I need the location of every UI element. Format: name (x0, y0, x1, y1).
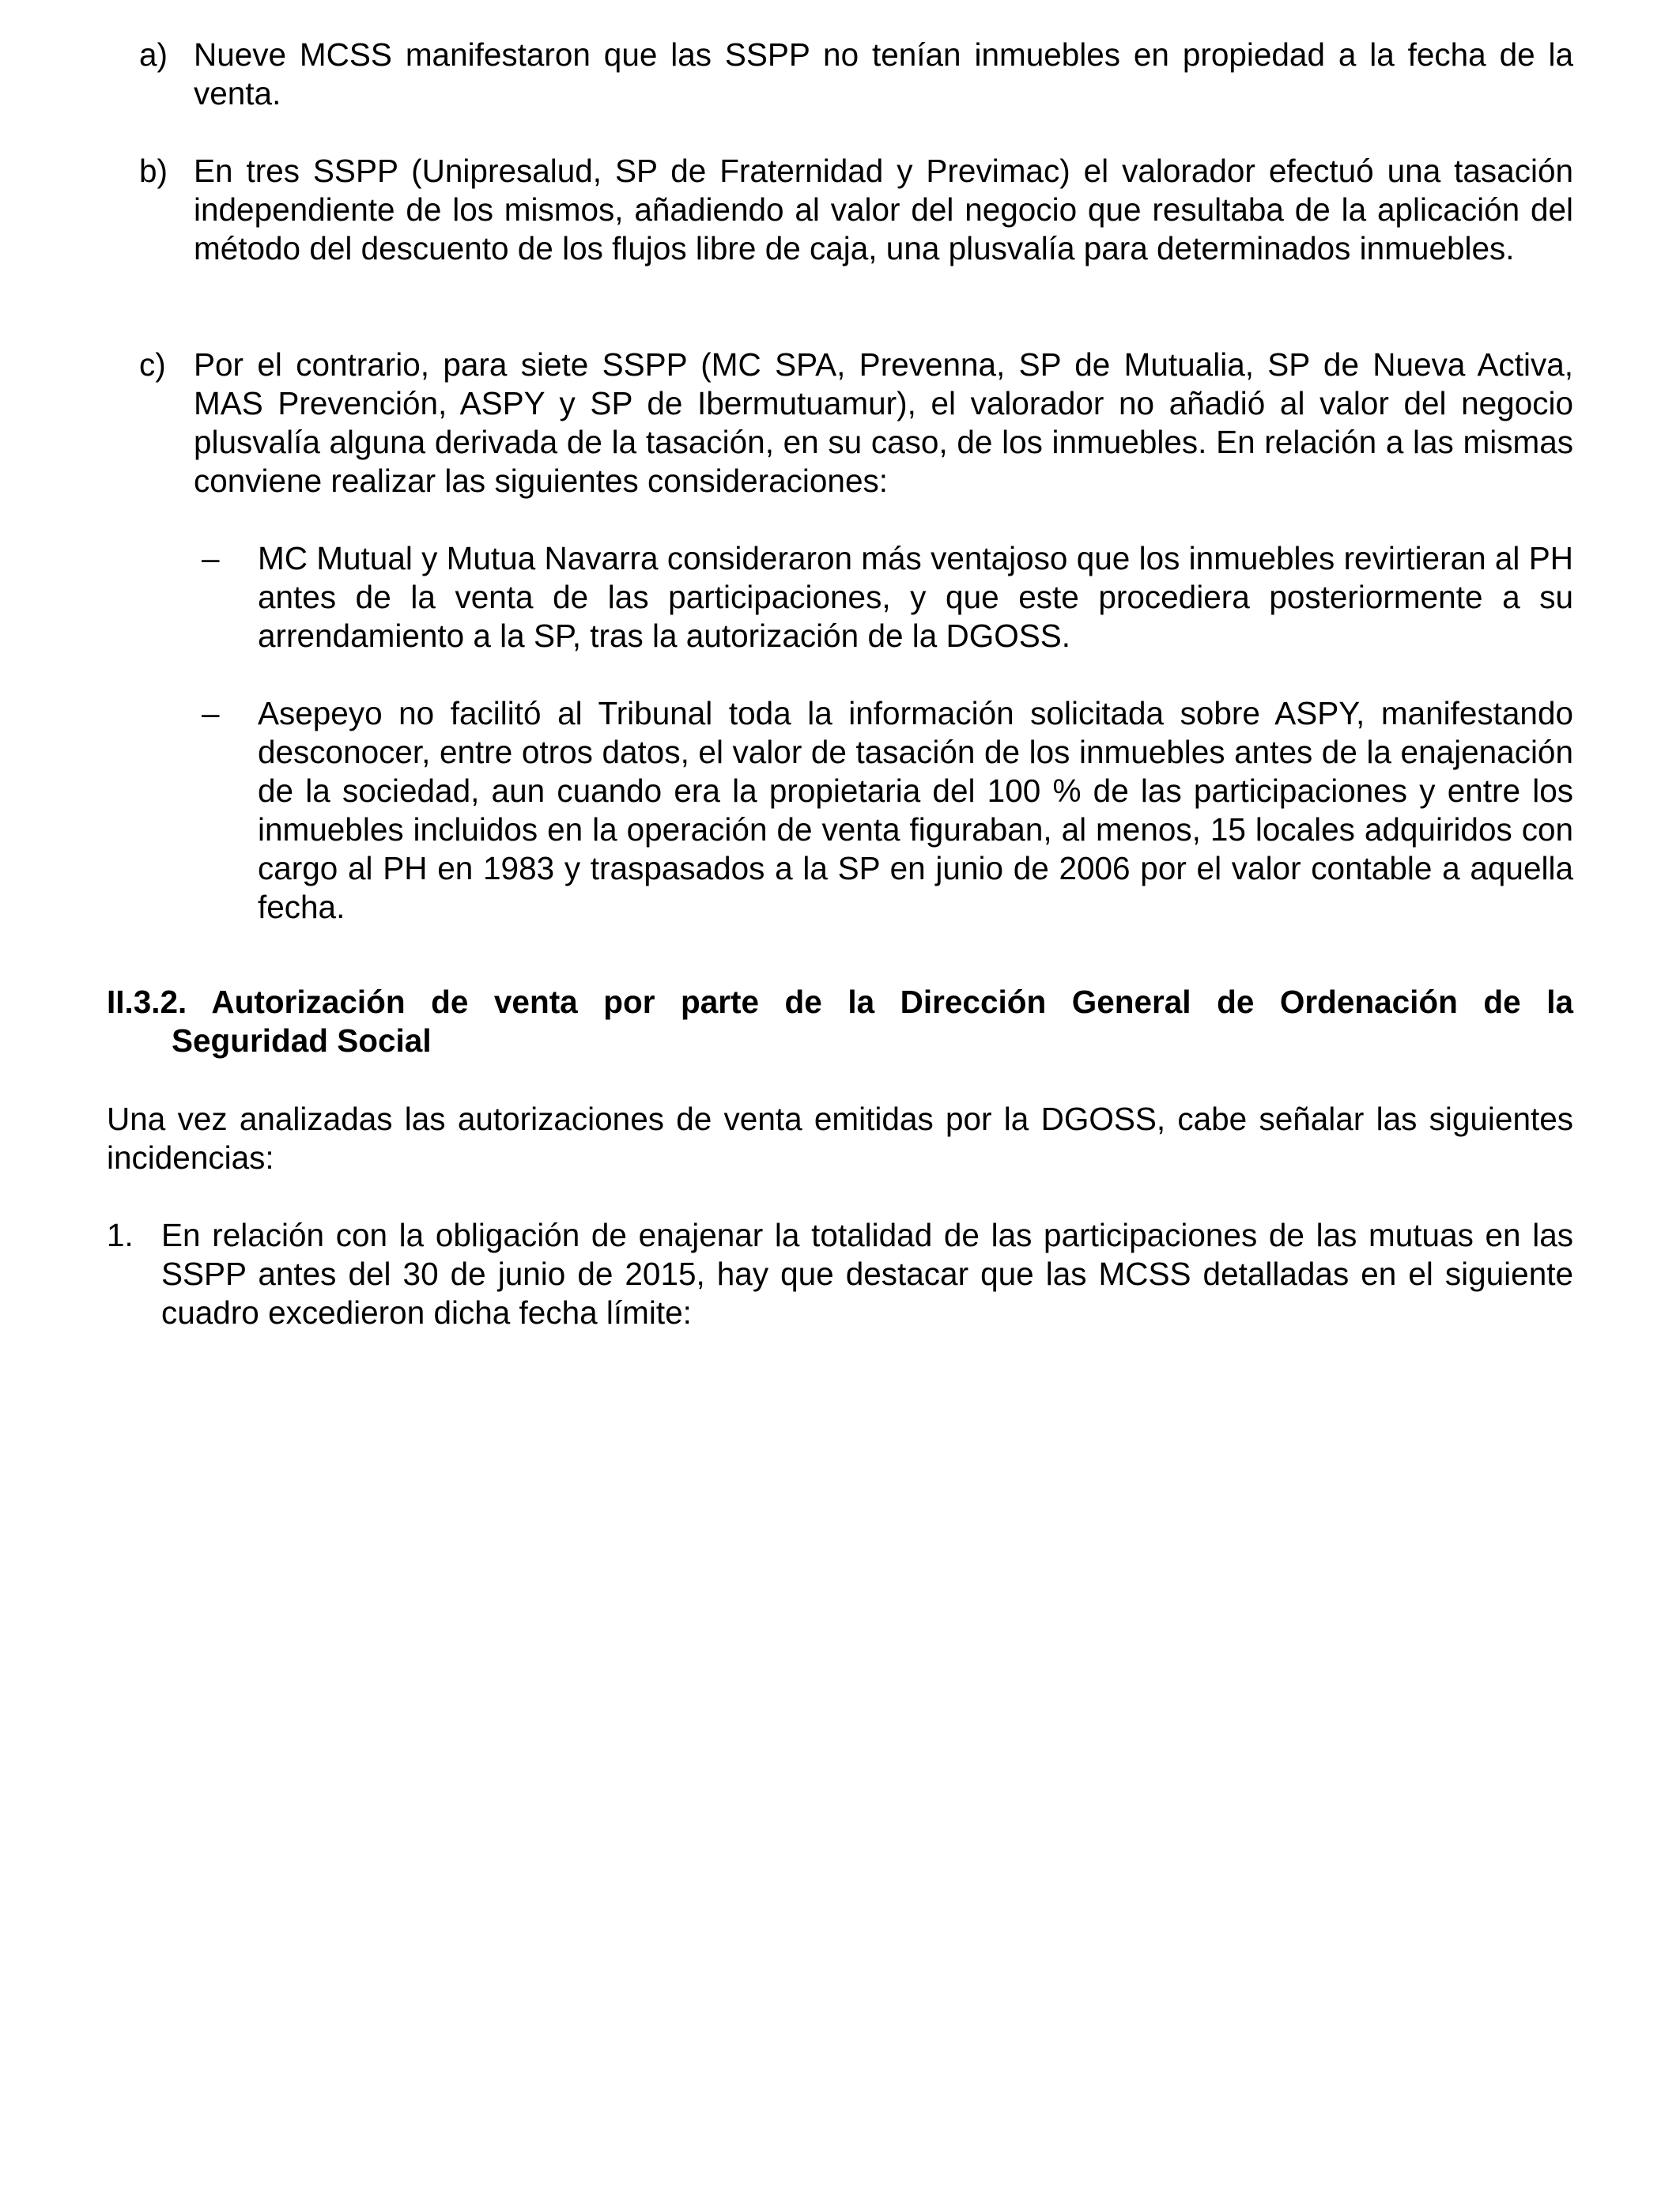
numbered-item-text: En relación con la obligación de enajenar la totalidad de las participaciones de las mutuas en las SSPP antes del 30 de junio de 2015, hay que destacar que las MCSS detalladas en el siguiente cuadro excedieron dicha fecha límite: (161, 1217, 1573, 1331)
list-marker: b) (139, 153, 168, 189)
list-item-text: Nueve MCSS manifestaron que las SSPP no tenían inmuebles en propiedad a la fecha de la venta. (194, 36, 1573, 111)
section-title-line1: Autorización de venta por parte de la Dirección General de Ordenación de la (211, 984, 1573, 1020)
list-marker: a) (139, 36, 168, 73)
sub-item-text: MC Mutual y Mutua Navarra consideraron más ventajoso que los inmuebles revirtieran al PH antes de la venta de las participaciones, y que este procediera posteriormente a su arrendamiento a la SP, tras la autorización de la DGOSS. (258, 540, 1573, 654)
section-title-line2: Seguridad Social (172, 1022, 432, 1059)
dash-bullet: – (202, 540, 220, 576)
list-item-text: Por el contrario, para siete SSPP (MC SPA, Prevenna, SP de Mutualia, SP de Nueva Activa, MAS Prevención, ASPY y SP de Ibermutuamur), el valorador no añadió al valor del negocio plusvalía alguna derivada de la tasación, en su caso, de los inmuebles. En relación a las mismas conviene realizar las siguientes consideraciones: (194, 346, 1573, 499)
section-heading (107, 983, 1573, 1060)
dash-bullet: – (202, 695, 220, 731)
list-marker: c) (139, 346, 166, 383)
list-marker: 1. (107, 1217, 134, 1253)
intro-paragraph: Una vez analizadas las autorizaciones de venta emitidas por la DGOSS, cabe señalar las siguientes incidencias: (107, 1101, 1573, 1176)
sub-item-text: Asepeyo no facilitó al Tribunal toda la información solicitada sobre ASPY, manifestando desconocer, entre otros datos, el valor de tasación de los inmuebles antes de la enajenación de la sociedad, aun cuando era la propietaria del 100 % de las participaciones y entre los inmuebles incluidos en la operación de venta figuraban, al menos, 15 locales adquiridos con cargo al PH en 1983 y traspasados a la SP en junio de 2006 por el valor contable a aquella fecha. (258, 695, 1573, 925)
section-number: II.3.2. (107, 984, 187, 1020)
list-item-text: En tres SSPP (Unipresalud, SP de Fraternidad y Previmac) el valorador efectuó una tasación independiente de los mismos, añadiendo al valor del negocio que resultaba de la aplicación del método del descuento de los flujos libre de caja, una plusvalía para determinados inmuebles. (194, 153, 1573, 266)
